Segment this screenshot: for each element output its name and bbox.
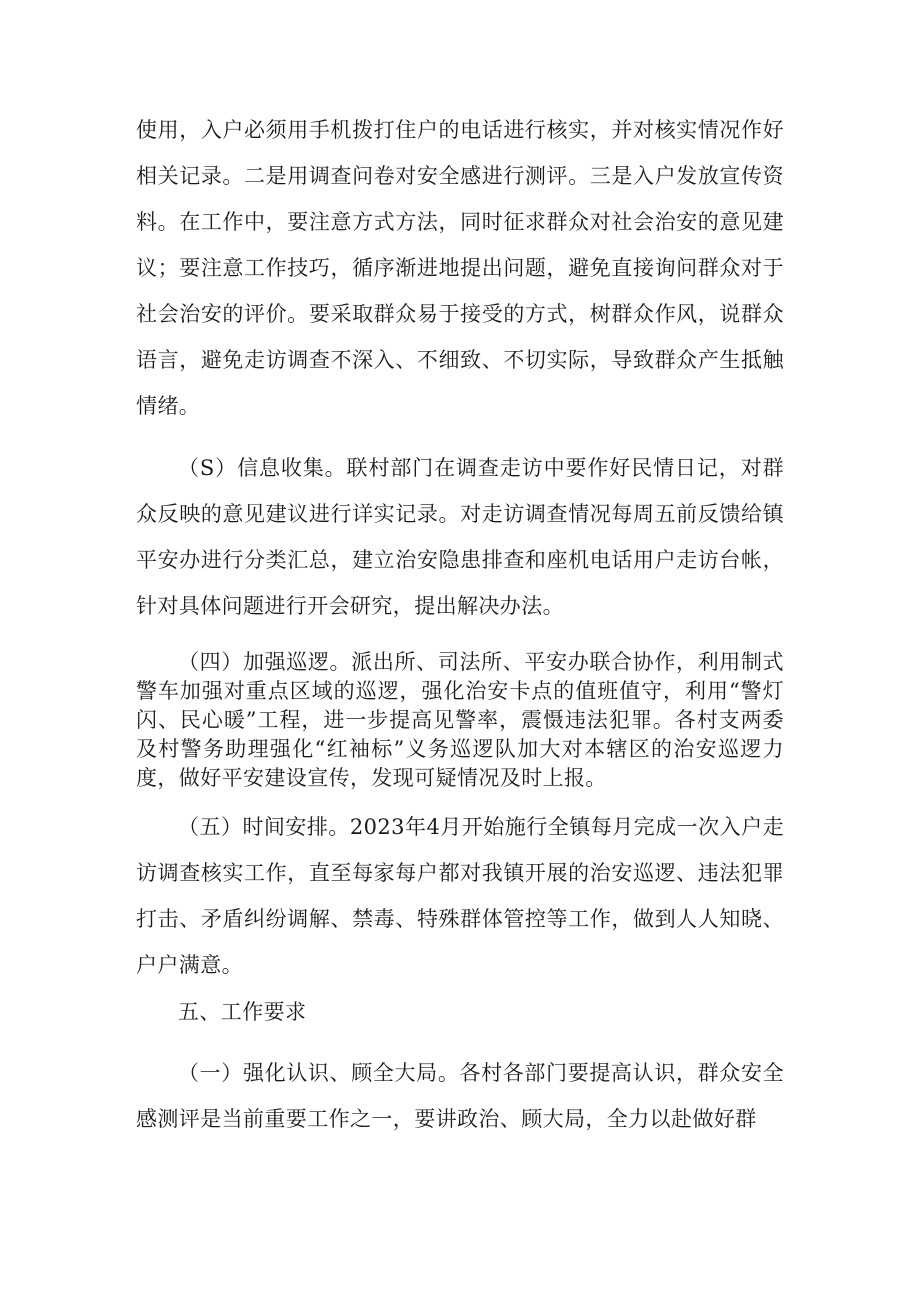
paragraph-awareness: （一）强化认识、顾全大局。各村各部门要提高认识，群众安全感测评是当前重要工作之一，要讲政治、顾大局，全力以赴做好群 — [136, 1061, 784, 1131]
paragraph-patrol: （四）加强巡逻。派出所、司法所、平安办联合协作，利用制式警车加强对重点区域的巡逻，强化治安卡点的值班值守，利用“警灯闪、民心暖”工程，进一步提高见警率，震慑违法犯罪。各村支两委及村警务助理强化“红袖标”义务巡逻队加大对本辖区的治安巡逻力度，做好平安建设宣传，发现可疑情况及时上报。 — [136, 650, 784, 790]
paragraph-schedule: （五）时间安排。2023年4月开始施行全镇每月完成一次入户走访调查核实工作，直至每家每户都对我镇开展的治安巡逻、违法犯罪打击、矛盾纠纷调解、禁毒、特殊群体管控等工作，做到人人知晓、户户满意。 — [136, 815, 784, 977]
section-heading-work-requirements: 五、工作要求 — [178, 1000, 307, 1024]
paragraph-info-collection: （S）信息收集。联村部门在调查走访中要作好民情日记，对群众反映的意见建议进行详实记录。对走访调查情况每周五前反馈给镇平安办进行分类汇总，建立治安隐患排查和座机电话用户走访台帐，针对具体问题进行开会研究，提出解决办法。 — [136, 456, 784, 618]
paragraph-work-method: 使用，入户必须用手机拨打住户的电话进行核实，并对核实情况作好相关记录。二是用调查问卷对安全感进行测评。三是入户发放宣传资料。在工作中，要注意方式方法，同时征求群众对社会治安的意见建议；要注意工作技巧，循序渐进地提出问题，避免直接询问群众对于社会治安的评价。要采取群众易于接受的方式，树群众作风，说群众语言，避免走访调查不深入、不细致、不切实际，导致群众产生抵触情绪。 — [136, 118, 784, 418]
